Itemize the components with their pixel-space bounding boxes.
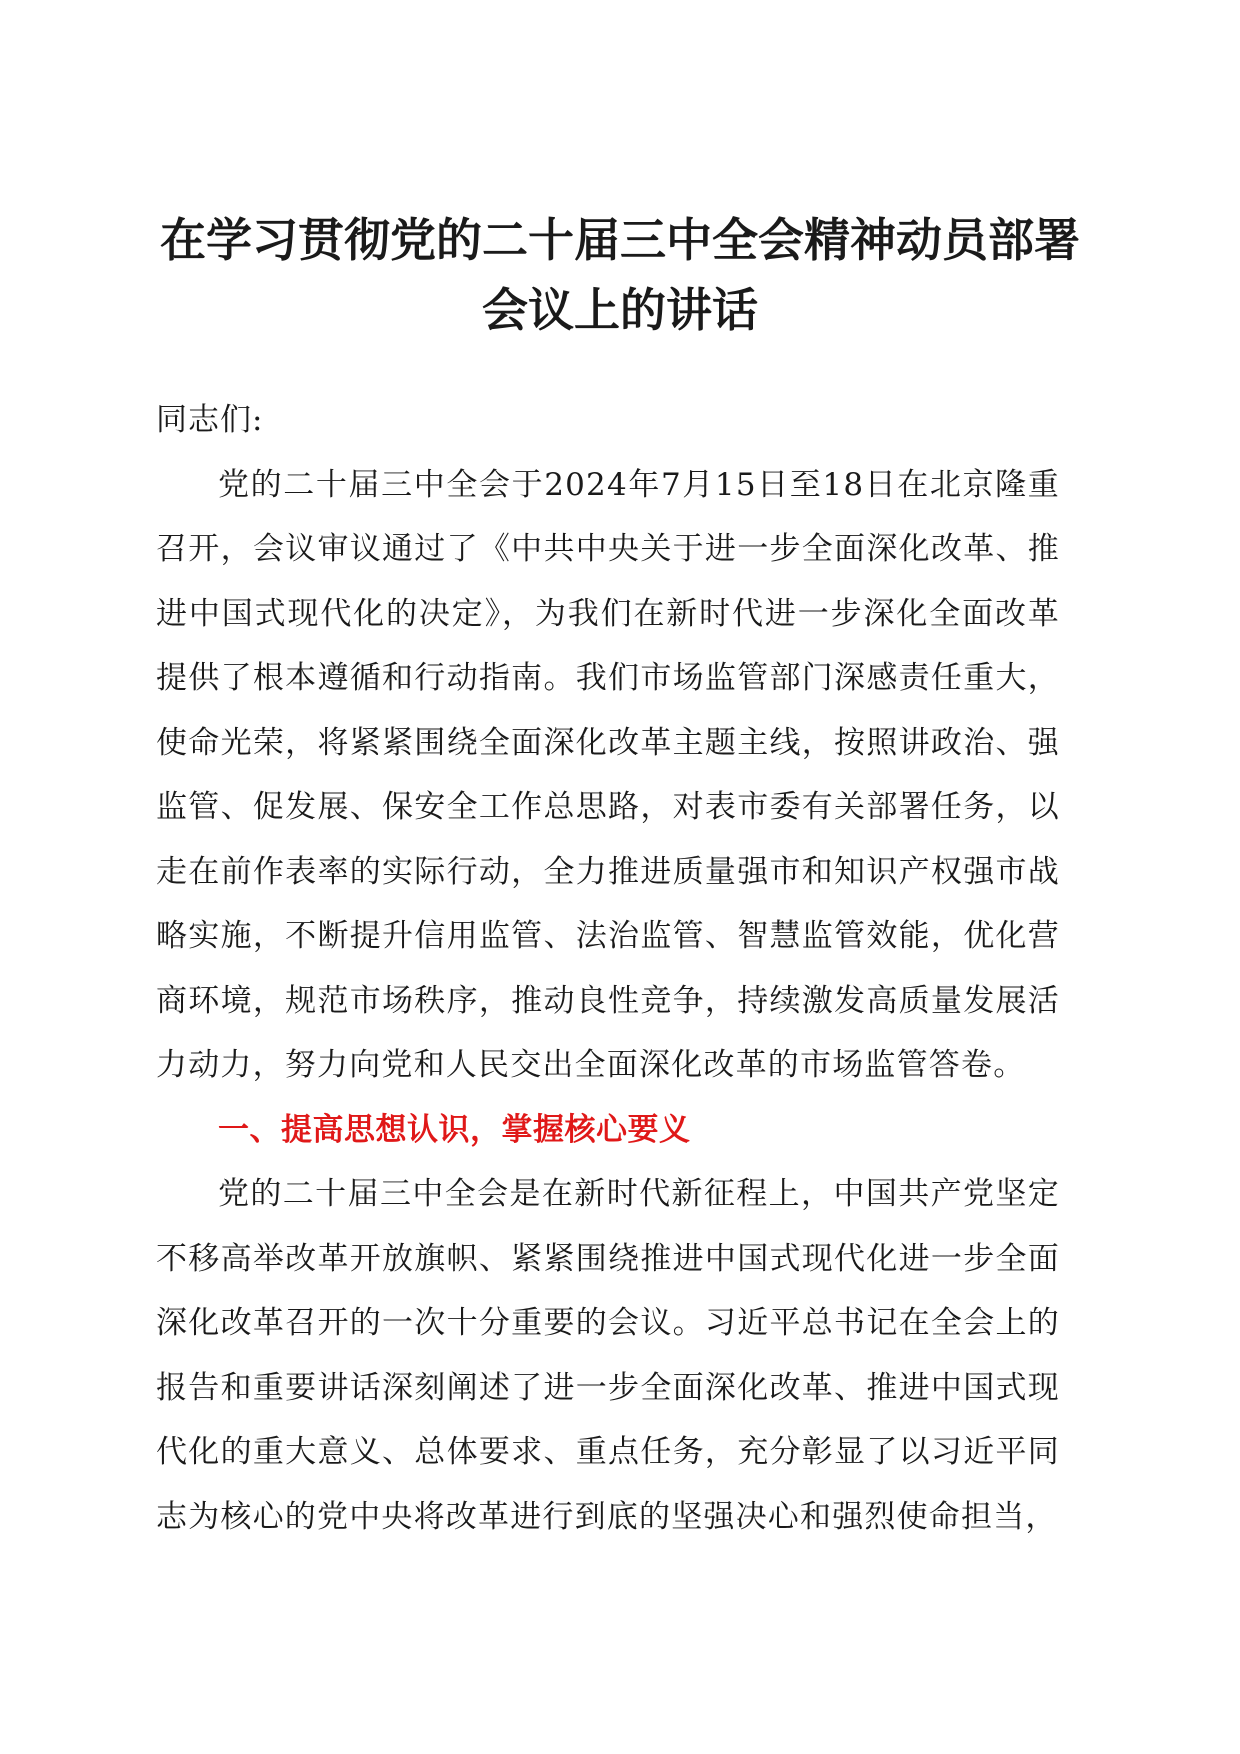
paragraph-intro: 党的二十届三中全会于2024年7月15日至18日在北京隆重召开，会议审议通过了《中共中央关于进一步全面深化改革、推进中国式现代化的决定》，为我们在新时代进一步深化全面改革提供了根本遵循和行动指南。我们市场监管部门深感责任重大，使命光荣，将紧紧围绕全面深化改革主题主线，按照讲政治、强监管、促发展、保安全工作总思路，对表市委有关部署任务，以走在前作表率的实际行动，全力推进质量强市和知识产权强市战略实施，不断提升信用监管、法治监管、智慧监管效能，优化营商环境，规范市场秩序，推动良性竞争，持续激发高质量发展活力动力，努力向党和人民交出全面深化改革的市场监管答卷。 <box>156 466 1060 1083</box>
title-line-2: 会议上的讲话 <box>482 283 758 337</box>
document-body <box>156 388 1060 1549</box>
section-heading-1: 一、提高思想认识，掌握核心要义 <box>218 1111 691 1148</box>
greeting: 同志们: <box>156 402 264 438</box>
title-line-1: 在学习贯彻党的二十届三中全会精神动员部署 <box>160 213 1080 267</box>
paragraph-section-1: 党的二十届三中全会是在新时代新征程上，中国共产党坚定不移高举改革开放旗帜、紧紧围绕推进中国式现代化进一步全面深化改革召开的一次十分重要的会议。习近平总书记在全会上的报告和重要讲话深刻阐述了进一步全面深化改革、推进中国式现代化的重大意义、总体要求、重点任务，充分彰显了以习近平同志为核心的党中央将改革进行到底的坚强决心和强烈使命担当， <box>156 1176 1060 1535</box>
document-title <box>140 205 1100 345</box>
